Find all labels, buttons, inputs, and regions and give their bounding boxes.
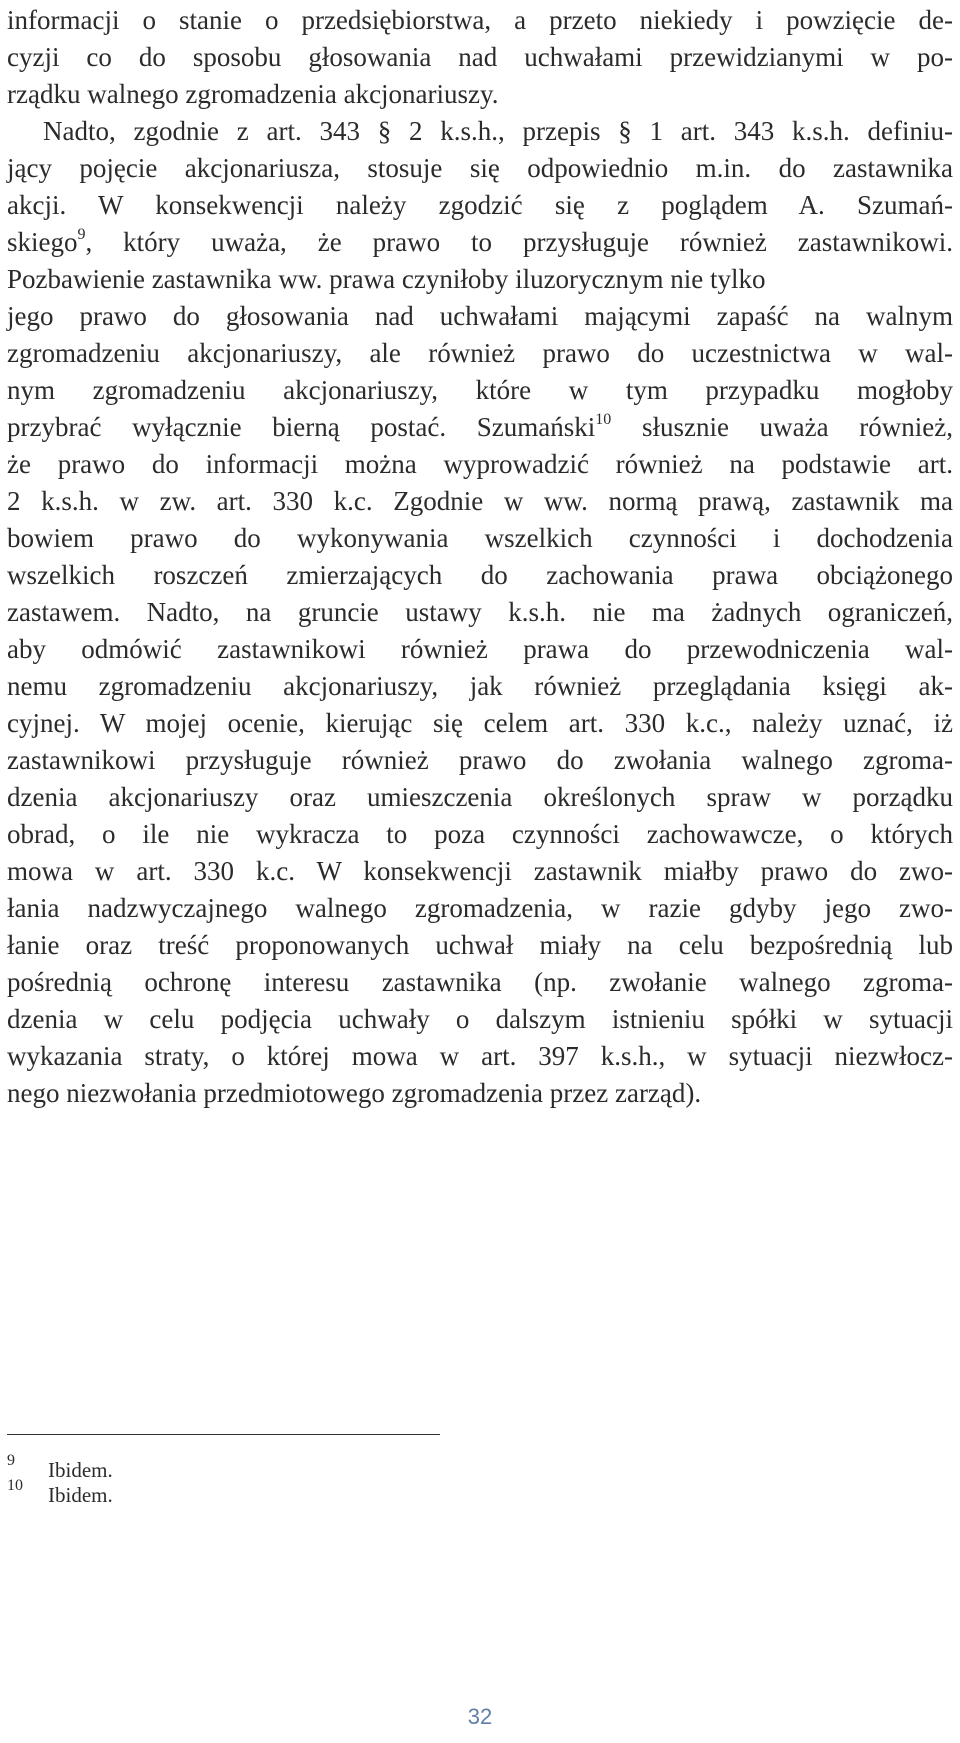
text-line: nemu zgromadzeniu akcjonariuszy, jak również przeglądania księgi ak- [7,671,953,701]
footnote-text: Ibidem. [48,1458,113,1482]
text-line: wykazania straty, o której mowa w art. 397 k.s.h., w sytuacji niezwłocz- [7,1041,953,1071]
text-line: dzenia akcjonariuszy oraz umieszczenia określonych spraw w porządku [7,782,953,812]
text-line: informacji o stanie o przedsiębiorstwa, a przeto niekiedy i powzięcie de- [7,5,953,35]
text-line: cyjnej. W mojej ocenie, kierując się celem art. 330 k.c., należy uznać, iż [7,708,953,738]
text-line: nego niezwołania przedmiotowego zgromadzenia przez zarząd). [7,1078,702,1108]
text-fragment: , który uważa, że prawo to przysługuje również zastawnikowi. [85,227,953,257]
text-line: Nadto, zgodnie z art. 343 § 2 k.s.h., przepis § 1 art. 343 k.s.h. definiu- [43,116,953,146]
footnote-ref-9[interactable]: 9 [77,226,86,243]
text-line: łanie oraz treść proponowanych uchwał miały na celu bezpośrednią lub [7,930,953,960]
text-line: wszelkich roszczeń zmierzających do zachowania prawa obciążonego [7,560,953,590]
text-fragment: skiego [7,227,78,257]
footnote-number: 10 [7,1477,23,1494]
footnote-number: 9 [7,1452,15,1469]
footnote-ref-10[interactable]: 10 [595,411,612,428]
text-line: obrad, o ile nie wykracza to poza czynności zachowawcze, o których [7,819,953,849]
text-fragment: słusznie uważa również, [611,412,953,442]
text-line: zastawnikowi przysługuje również prawo do zwołania walnego zgroma- [7,745,953,775]
text-line: rządku walnego zgromadzenia akcjonariuszy. [7,79,499,109]
text-line: akcji. W konsekwencji należy zgodzić się z poglądem A. Szumań- [7,190,953,220]
text-line: że prawo do informacji można wyprowadzić również na podstawie art. [7,449,953,479]
text-line: nym zgromadzeniu akcjonariuszy, które w tym przypadku mogłoby [7,375,953,405]
text-line: zastawem. Nadto, na gruncie ustawy k.s.h. nie ma żadnych ograniczeń, [7,597,953,627]
text-line: dzenia w celu podjęcia uchwały o dalszym istnieniu spółki w sytuacji [7,1004,953,1034]
page-number: 32 [467,1704,493,1729]
text-line: łania nadzwyczajnego walnego zgromadzenia, w razie gdyby jego zwo- [7,893,953,923]
text-line: jego prawo do głosowania nad uchwałami mającymi zapaść na walnym [7,301,953,331]
text-line: bowiem prawo do wykonywania wszelkich czynności i dochodzenia [7,523,953,553]
text-line: Pozbawienie zastawnika ww. prawa czyniłoby iluzorycznym nie tylko [7,264,766,294]
text-line: jący pojęcie akcjonariusza, stosuje się odpowiednio m.in. do zastawnika [7,153,953,183]
text-fragment: przybrać wyłącznie bierną postać. Szumański [7,412,596,442]
text-line: mowa w art. 330 k.c. W konsekwencji zastawnik miałby prawo do zwo- [7,856,953,886]
text-line: cyzji co do sposobu głosowania nad uchwałami przewidzianymi w po- [7,42,953,72]
footnote-text: Ibidem. [48,1483,113,1507]
text-line: pośrednią ochronę interesu zastawnika (np. zwołanie walnego zgroma- [7,967,953,997]
text-line: 2 k.s.h. w zw. art. 330 k.c. Zgodnie w ww. normą prawą, zastawnik ma [7,486,953,516]
text-line: zgromadzeniu akcjonariuszy, ale również prawo do uczestnictwa w wal- [7,338,953,368]
text-line: aby odmówić zastawnikowi również prawa do przewodniczenia wal- [7,634,953,664]
footnote-separator [7,1434,440,1435]
